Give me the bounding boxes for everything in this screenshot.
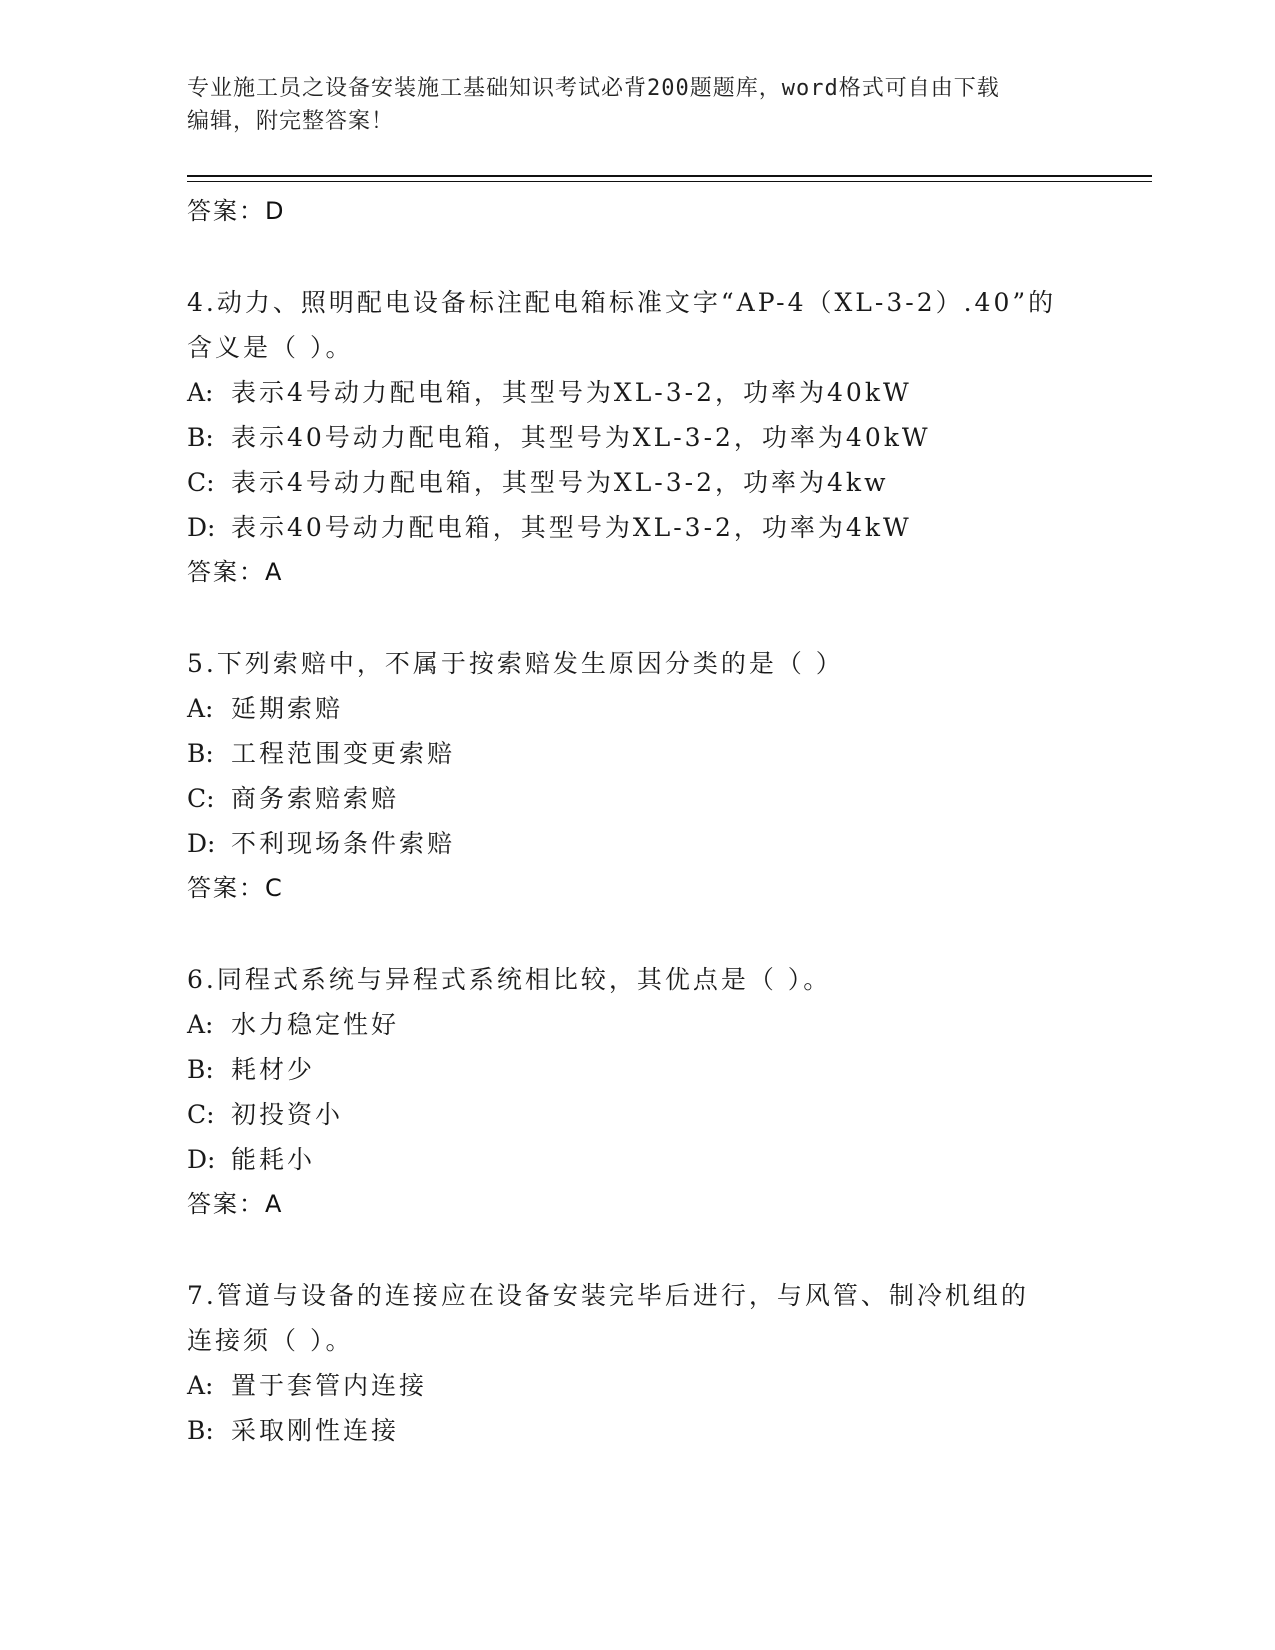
question-block [187,641,1087,911]
option-key: D: [187,1145,216,1174]
question-stem-continued: 含义是（ ）。 [187,333,354,362]
question-spacer [187,234,1087,280]
option-text: 延期索赔 [231,694,344,723]
header-divider-thick [187,175,1152,177]
previous-answer [187,189,1087,234]
question-list [187,189,1087,1453]
option-d [187,505,1087,550]
header-line-1: 专业施工员之设备安装施工基础知识考试必背200题题库，word格式可自由下载 [187,76,1000,101]
option-c [187,1092,1087,1137]
option-text: 水力稳定性好 [231,1010,400,1039]
option-key: B: [187,739,214,768]
option-text: 工程范围变更索赔 [231,739,456,768]
option-text: 表示4号动力配电箱，其型号为XL-3-2，功率为40kW [231,378,912,407]
option-b [187,731,1087,776]
option-d [187,821,1087,866]
option-text: 不利现场条件索赔 [231,829,456,858]
option-c [187,776,1087,821]
option-text: 表示40号动力配电箱，其型号为XL-3-2，功率为40kW [231,423,931,452]
option-b [187,415,1087,460]
option-a [187,1002,1087,1047]
option-key: B: [187,1416,214,1445]
option-a [187,686,1087,731]
option-text: 耗材少 [231,1055,316,1084]
answer-line [187,550,1087,595]
question-block [187,1273,1087,1453]
option-key: A: [187,694,214,723]
answer-line [187,1182,1087,1227]
option-key: C: [187,784,215,813]
option-b [187,1408,1087,1453]
option-key: D: [187,513,216,542]
option-text: 采取刚性连接 [231,1416,400,1445]
header-divider-thin [187,181,1152,182]
answer-value: A [265,1190,283,1218]
option-b [187,1047,1087,1092]
question-block [187,957,1087,1227]
question-stem-continued: 连接须（ ）。 [187,1326,354,1355]
answer-value: D [265,197,285,225]
answer-value: C [265,874,283,902]
option-key: D: [187,829,216,858]
option-d [187,1137,1087,1182]
option-a [187,370,1087,415]
answer-value: A [265,558,283,586]
question-block [187,280,1087,595]
question-spacer [187,1227,1087,1273]
answer-line [187,866,1087,911]
option-key: C: [187,468,215,497]
answer-label: 答案： [187,197,265,225]
option-key: A: [187,1010,214,1039]
question-stem: 7.管道与设备的连接应在设备安装完毕后进行，与风管、制冷机组的 [187,1281,1029,1310]
question-stem: 5.下列索赔中，不属于按索赔发生原因分类的是（ ） [187,649,844,678]
header-line-2: 编辑，附完整答案！ [187,109,395,134]
question-spacer [187,595,1087,641]
question-spacer [187,911,1087,957]
option-text: 置于套管内连接 [231,1371,428,1400]
option-text: 商务索赔索赔 [231,784,400,813]
option-c [187,460,1087,505]
option-text: 表示40号动力配电箱，其型号为XL-3-2，功率为4kW [231,513,912,542]
option-key: B: [187,423,214,452]
answer-label: 答案： [187,1190,265,1218]
question-stem: 4.动力、照明配电设备标注配电箱标准文字“AP-4（XL-3-2）.40”的 [187,288,1057,317]
answer-label: 答案： [187,558,265,586]
document-header [187,72,1087,138]
option-key: A: [187,1371,214,1400]
option-a [187,1363,1087,1408]
option-text: 能耗小 [231,1145,316,1174]
question-stem: 6.同程式系统与异程式系统相比较，其优点是（ ）。 [187,965,832,994]
option-key: C: [187,1100,215,1129]
answer-label: 答案： [187,874,265,902]
option-key: B: [187,1055,214,1084]
option-text: 表示4号动力配电箱，其型号为XL-3-2，功率为4kw [231,468,889,497]
option-text: 初投资小 [231,1100,344,1129]
option-key: A: [187,378,214,407]
